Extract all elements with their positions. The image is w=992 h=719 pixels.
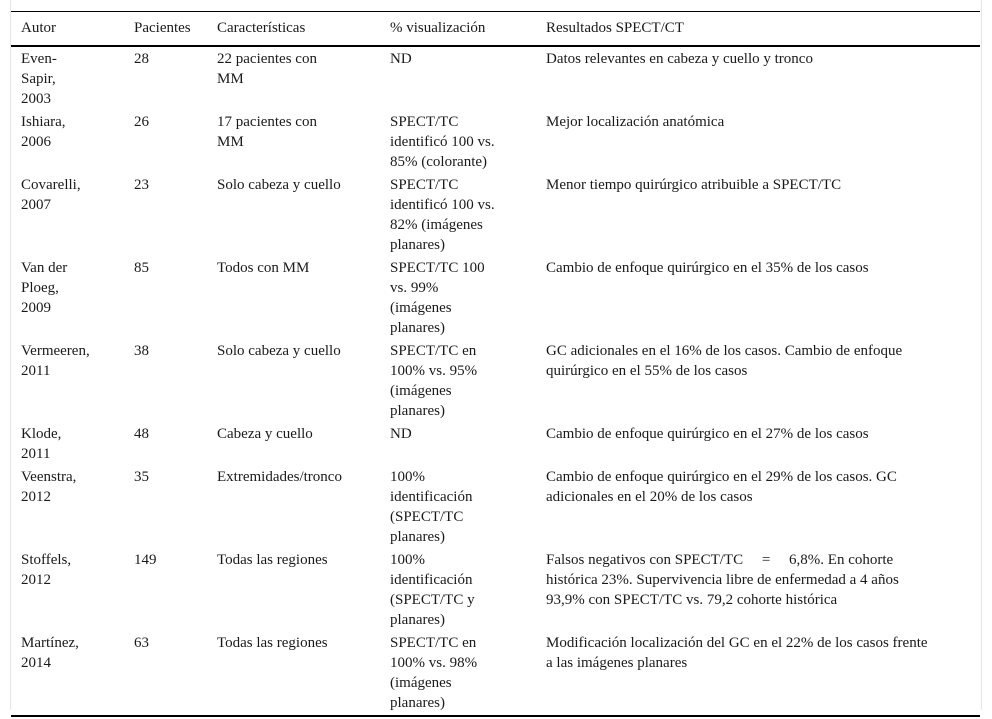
cell-line: Covarelli, xyxy=(21,177,81,193)
cell-line: Falsos negativos con SPECT/TC = 6,8%. En cohorte xyxy=(546,552,894,568)
cell-line: Van der xyxy=(21,260,68,276)
table-row xyxy=(11,339,980,422)
cell-visualizacion xyxy=(380,173,536,256)
cell-line: ND xyxy=(390,51,412,67)
header-visualizacion: % visualización xyxy=(390,20,486,36)
cell-line: identificación xyxy=(390,572,473,588)
cell-caracteristicas xyxy=(207,465,380,548)
cell-line: planares) xyxy=(390,320,445,336)
cell-visualizacion xyxy=(380,631,536,716)
cell-autor xyxy=(11,631,124,716)
cell-line: 100% xyxy=(390,552,425,568)
cell-pacientes: 38 xyxy=(134,343,149,359)
cell-line: Modificación localización del GC en el 22% de los casos frente xyxy=(546,635,928,651)
cell-visualizacion xyxy=(380,256,536,339)
cell-line: 2012 xyxy=(21,572,51,588)
cell-autor xyxy=(11,256,124,339)
cell-line: SPECT/TC xyxy=(390,177,459,193)
cell-line: Todas las regiones xyxy=(217,635,328,651)
cell-pacientes: 35 xyxy=(134,469,149,485)
cell-autor xyxy=(11,46,124,110)
cell-line: Todas las regiones xyxy=(217,552,328,568)
cell-line: adicionales en el 20% de los casos xyxy=(546,489,753,505)
cell-line: 82% (imágenes xyxy=(390,217,483,233)
cell-line: 100% vs. 98% xyxy=(390,655,478,671)
cell-line: Veenstra, xyxy=(21,469,77,485)
cell-resultados xyxy=(536,631,980,716)
cell-line: histórica 23%. Supervivencia libre de enfermedad a 4 años xyxy=(546,572,899,588)
cell-pacientes: 149 xyxy=(134,552,157,568)
cell-line: 2011 xyxy=(21,446,51,462)
cell-visualizacion xyxy=(380,422,536,465)
cell-pacientes: 85 xyxy=(134,260,149,276)
cell-line: Cambio de enfoque quirúrgico en el 27% de los casos xyxy=(546,426,869,442)
cell-line: Extremidades/tronco xyxy=(217,469,342,485)
cell-line: Solo cabeza y cuello xyxy=(217,177,341,193)
cell-visualizacion xyxy=(380,339,536,422)
cell-line: SPECT/TC xyxy=(390,114,459,130)
cell-line: Cambio de enfoque quirúrgico en el 35% de los casos xyxy=(546,260,869,276)
cell-line: (SPECT/TC y xyxy=(390,592,475,608)
cell-line: planares) xyxy=(390,612,445,628)
header-resultados: Resultados SPECT/CT xyxy=(546,20,684,36)
cell-pacientes: 63 xyxy=(134,635,149,651)
cell-resultados xyxy=(536,256,980,339)
cell-visualizacion xyxy=(380,110,536,173)
cell-autor xyxy=(11,465,124,548)
cell-line: 93,9% con SPECT/TC vs. 79,2 cohorte histórica xyxy=(546,592,838,608)
cell-line: planares) xyxy=(390,529,445,545)
table-row xyxy=(11,110,980,173)
header-caracteristicas: Características xyxy=(217,20,306,36)
cell-line: 100% vs. 95% xyxy=(390,363,478,379)
cell-line: 2003 xyxy=(21,91,51,107)
table-body xyxy=(11,46,980,716)
table-row xyxy=(11,173,980,256)
cell-resultados xyxy=(536,339,980,422)
cell-line: Todos con MM xyxy=(217,260,310,276)
cell-autor xyxy=(11,173,124,256)
cell-autor xyxy=(11,548,124,631)
cell-autor xyxy=(11,339,124,422)
cell-visualizacion xyxy=(380,46,536,110)
cell-pacientes: 28 xyxy=(134,51,149,67)
cell-pacientes: 48 xyxy=(134,426,149,442)
cell-caracteristicas xyxy=(207,256,380,339)
cell-line: SPECT/TC en xyxy=(390,635,477,651)
cell-caracteristicas xyxy=(207,46,380,110)
cell-resultados xyxy=(536,422,980,465)
cell-line: MM xyxy=(217,134,244,150)
header-autor: Autor xyxy=(21,20,56,36)
cell-pacientes: 26 xyxy=(134,114,149,130)
cell-line: identificó 100 vs. xyxy=(390,197,495,213)
cell-line: a las imágenes planares xyxy=(546,655,688,671)
cell-line: 2006 xyxy=(21,134,51,150)
cell-line: vs. 99% xyxy=(390,280,439,296)
cell-line: 22 pacientes con xyxy=(217,51,317,67)
cell-line: 2009 xyxy=(21,300,51,316)
cell-line: identificación xyxy=(390,489,473,505)
cell-visualizacion xyxy=(380,548,536,631)
cell-line: Klode, xyxy=(21,426,62,442)
cell-line: Even- xyxy=(21,51,57,67)
cell-line: Mejor localización anatómica xyxy=(546,114,725,130)
cell-line: 2014 xyxy=(21,655,51,671)
cell-line: 2011 xyxy=(21,363,51,379)
cell-line: SPECT/TC 100 xyxy=(390,260,485,276)
cell-line: Stoffels, xyxy=(21,552,72,568)
cell-pacientes: 23 xyxy=(134,177,149,193)
cell-caracteristicas xyxy=(207,110,380,173)
cell-line: Cambio de enfoque quirúrgico en el 29% de los casos. GC xyxy=(546,469,897,485)
cell-line: planares) xyxy=(390,403,445,419)
cell-line: ND xyxy=(390,426,412,442)
cell-line: (imágenes xyxy=(390,300,452,316)
header-pacientes: Pacientes xyxy=(134,20,191,36)
cell-line: 2012 xyxy=(21,489,51,505)
cell-visualizacion xyxy=(380,465,536,548)
cell-line: 100% xyxy=(390,469,425,485)
cell-line: Sapir, xyxy=(21,71,56,87)
cell-line: Ishiara, xyxy=(21,114,66,130)
cell-caracteristicas xyxy=(207,173,380,256)
cell-line: Cabeza y cuello xyxy=(217,426,313,442)
cell-line: 2007 xyxy=(21,197,51,213)
cell-line: 85% (colorante) xyxy=(390,154,488,170)
cell-line: Menor tiempo quirúrgico atribuible a SPECT/TC xyxy=(546,177,842,193)
cell-caracteristicas xyxy=(207,339,380,422)
cell-line: Vermeeren, xyxy=(21,343,90,359)
cell-resultados xyxy=(536,548,980,631)
cell-line: SPECT/TC en xyxy=(390,343,477,359)
cell-line: identificó 100 vs. xyxy=(390,134,495,150)
cell-resultados xyxy=(536,173,980,256)
cell-caracteristicas xyxy=(207,422,380,465)
spect-ct-studies-table xyxy=(11,11,980,717)
cell-line: Solo cabeza y cuello xyxy=(217,343,341,359)
table-row xyxy=(11,548,980,631)
table-row xyxy=(11,422,980,465)
cell-line: (imágenes xyxy=(390,675,452,691)
cell-line: planares) xyxy=(390,695,445,711)
cell-autor xyxy=(11,422,124,465)
table-row xyxy=(11,631,980,716)
cell-caracteristicas xyxy=(207,548,380,631)
cell-line: quirúrgico en el 55% de los casos xyxy=(546,363,748,379)
cell-line: planares) xyxy=(390,237,445,253)
cell-line: Martínez, xyxy=(21,635,79,651)
cell-line: Datos relevantes en cabeza y cuello y tronco xyxy=(546,51,813,67)
cell-line: GC adicionales en el 16% de los casos. Cambio de enfoque xyxy=(546,343,903,359)
table-row xyxy=(11,46,980,110)
cell-caracteristicas xyxy=(207,631,380,716)
cell-resultados xyxy=(536,46,980,110)
cell-line: MM xyxy=(217,71,244,87)
table-row xyxy=(11,256,980,339)
cell-autor xyxy=(11,110,124,173)
table-row xyxy=(11,465,980,548)
cell-line: 17 pacientes con xyxy=(217,114,317,130)
cell-line: (SPECT/TC xyxy=(390,509,464,525)
cell-resultados xyxy=(536,110,980,173)
cell-line: Ploeg, xyxy=(21,280,59,296)
table-header-row xyxy=(11,12,980,47)
cell-resultados xyxy=(536,465,980,548)
cell-line: (imágenes xyxy=(390,383,452,399)
